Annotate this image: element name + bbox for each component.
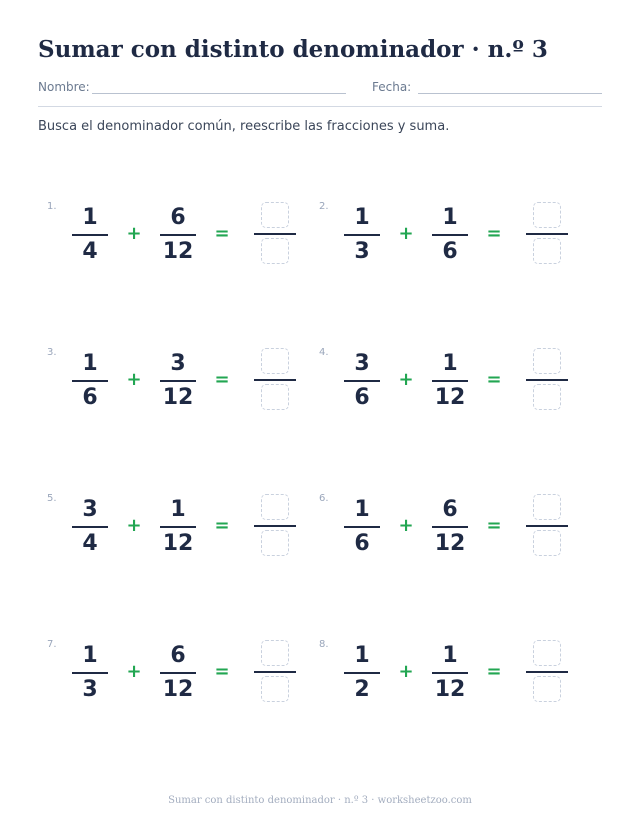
numerator: 1 (442, 205, 458, 230)
problem-number: 1. (47, 201, 57, 212)
fraction-bar (344, 234, 380, 236)
fraction-bar (72, 380, 108, 382)
worksheet-title: Sumar con distinto denominador · n.º 3 (38, 36, 548, 63)
answer-numerator-box[interactable] (261, 202, 289, 228)
plus-sign: + (398, 223, 414, 244)
fraction-b (160, 351, 196, 411)
fraction-a (344, 205, 380, 265)
denominator: 12 (162, 239, 194, 264)
answer-denominator-box[interactable] (261, 384, 289, 410)
fraction-bar (72, 526, 108, 528)
answer-fraction-bar (254, 525, 296, 527)
equals-sign: = (214, 661, 230, 682)
denominator: 12 (162, 385, 194, 410)
answer-denominator-box[interactable] (261, 676, 289, 702)
fraction-bar (72, 672, 108, 674)
denominator: 4 (82, 239, 98, 264)
answer-fraction-bar (526, 379, 568, 381)
denominator: 12 (162, 677, 194, 702)
numerator: 1 (170, 497, 186, 522)
fraction-bar (432, 234, 468, 236)
problem-card (47, 493, 317, 573)
answer-fraction (254, 494, 298, 558)
equals-sign: = (486, 661, 502, 682)
answer-denominator-box[interactable] (533, 238, 561, 264)
denominator: 6 (442, 239, 458, 264)
denominator: 12 (434, 531, 466, 556)
fraction-bar (160, 526, 196, 528)
numerator: 6 (170, 205, 186, 230)
plus-sign: + (126, 515, 142, 536)
answer-fraction (526, 640, 570, 704)
numerator: 1 (354, 497, 370, 522)
fraction-b (432, 497, 468, 557)
answer-fraction-bar (526, 525, 568, 527)
numerator: 3 (82, 497, 98, 522)
denominator: 2 (354, 677, 370, 702)
answer-fraction (254, 640, 298, 704)
answer-denominator-box[interactable] (533, 676, 561, 702)
problem-card (319, 493, 589, 573)
plus-sign: + (126, 369, 142, 390)
answer-denominator-box[interactable] (533, 384, 561, 410)
numerator: 3 (170, 351, 186, 376)
answer-fraction (526, 494, 570, 558)
answer-denominator-box[interactable] (261, 530, 289, 556)
denominator: 6 (82, 385, 98, 410)
header-divider (38, 106, 602, 107)
problem-number: 3. (47, 347, 57, 358)
numerator: 6 (442, 497, 458, 522)
fraction-a (72, 205, 108, 265)
fraction-bar (432, 380, 468, 382)
date-label: Fecha: (372, 80, 412, 94)
fraction-b (160, 643, 196, 703)
plus-sign: + (126, 661, 142, 682)
answer-fraction-bar (526, 233, 568, 235)
answer-numerator-box[interactable] (533, 202, 561, 228)
answer-denominator-box[interactable] (533, 530, 561, 556)
fraction-bar (160, 380, 196, 382)
answer-numerator-box[interactable] (261, 348, 289, 374)
numerator: 1 (82, 351, 98, 376)
fraction-a (344, 351, 380, 411)
fraction-b (432, 643, 468, 703)
problem-number: 2. (319, 201, 329, 212)
fraction-b (432, 351, 468, 411)
problem-number: 8. (319, 639, 329, 650)
denominator: 12 (434, 677, 466, 702)
equals-sign: = (214, 515, 230, 536)
fraction-b (160, 205, 196, 265)
answer-fraction-bar (526, 671, 568, 673)
date-line[interactable] (418, 93, 602, 94)
fraction-bar (72, 234, 108, 236)
fraction-a (72, 351, 108, 411)
problem-card (47, 201, 317, 281)
numerator: 1 (82, 205, 98, 230)
footer: Sumar con distinto denominador · n.º 3 · worksheetzoo.com (168, 795, 472, 806)
fraction-bar (344, 380, 380, 382)
denominator: 3 (354, 239, 370, 264)
denominator: 12 (162, 531, 194, 556)
numerator: 1 (354, 205, 370, 230)
fraction-a (72, 497, 108, 557)
equals-sign: = (214, 369, 230, 390)
plus-sign: + (398, 661, 414, 682)
fraction-b (432, 205, 468, 265)
equals-sign: = (486, 369, 502, 390)
plus-sign: + (398, 515, 414, 536)
problem-card (319, 347, 589, 427)
numerator: 3 (354, 351, 370, 376)
problem-number: 7. (47, 639, 57, 650)
name-line[interactable] (92, 93, 346, 94)
denominator: 6 (354, 385, 370, 410)
numerator: 1 (354, 643, 370, 668)
answer-numerator-box[interactable] (261, 640, 289, 666)
numerator: 6 (170, 643, 186, 668)
fraction-bar (344, 672, 380, 674)
fraction-bar (344, 526, 380, 528)
plus-sign: + (398, 369, 414, 390)
answer-numerator-box[interactable] (533, 348, 561, 374)
problem-card (319, 201, 589, 281)
fraction-a (344, 643, 380, 703)
fraction-bar (160, 672, 196, 674)
fraction-bar (432, 526, 468, 528)
answer-fraction-bar (254, 379, 296, 381)
answer-fraction-bar (254, 671, 296, 673)
denominator: 6 (354, 531, 370, 556)
equals-sign: = (486, 515, 502, 536)
fraction-a (72, 643, 108, 703)
problem-card (47, 639, 317, 719)
equals-sign: = (214, 223, 230, 244)
numerator: 1 (442, 643, 458, 668)
fraction-a (344, 497, 380, 557)
denominator: 4 (82, 531, 98, 556)
answer-numerator-box[interactable] (533, 494, 561, 520)
answer-denominator-box[interactable] (261, 238, 289, 264)
answer-numerator-box[interactable] (533, 640, 561, 666)
answer-numerator-box[interactable] (261, 494, 289, 520)
answer-fraction (526, 202, 570, 266)
fraction-bar (432, 672, 468, 674)
problem-number: 5. (47, 493, 57, 504)
problem-number: 4. (319, 347, 329, 358)
name-label: Nombre: (38, 80, 90, 94)
instructions: Busca el denominador común, reescribe las fracciones y suma. (38, 119, 450, 134)
plus-sign: + (126, 223, 142, 244)
denominator: 12 (434, 385, 466, 410)
fraction-b (160, 497, 196, 557)
numerator: 1 (442, 351, 458, 376)
problem-card (47, 347, 317, 427)
denominator: 3 (82, 677, 98, 702)
problem-number: 6. (319, 493, 329, 504)
answer-fraction (254, 202, 298, 266)
fraction-bar (160, 234, 196, 236)
answer-fraction-bar (254, 233, 296, 235)
problem-card (319, 639, 589, 719)
equals-sign: = (486, 223, 502, 244)
answer-fraction (254, 348, 298, 412)
numerator: 1 (82, 643, 98, 668)
answer-fraction (526, 348, 570, 412)
